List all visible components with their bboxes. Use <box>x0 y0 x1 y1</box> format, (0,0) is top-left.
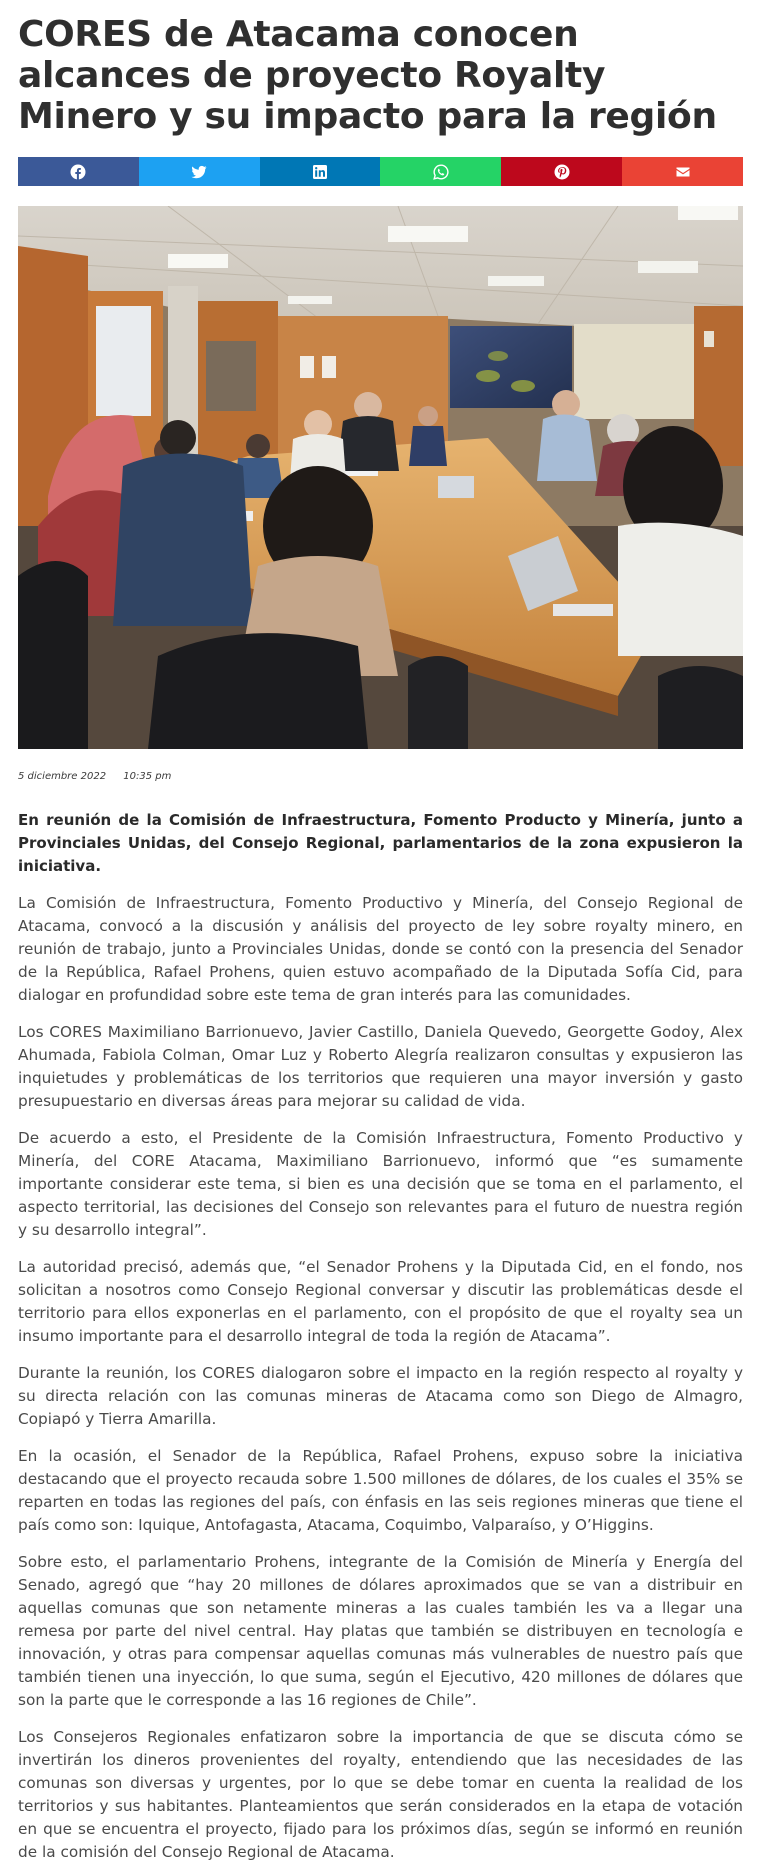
share-facebook-button[interactable] <box>18 157 139 186</box>
article-paragraph: De acuerdo a esto, el Presidente de la Comisión Infraestructura, Fomento Productivo y Minería, del CORE Atacama, Maximiliano Barrionuevo, informó que “es sumamente importante considerar este tema, si bien es una decisión que se toma en el parlamento, el aspecto territorial, las decisiones del Consejo son relevantes para el futuro de nuestra región y su desarrollo integral”. <box>18 1129 743 1239</box>
twitter-icon <box>191 164 207 180</box>
article-content <box>18 0 743 1864</box>
article-time: 10:35 pm <box>123 771 172 782</box>
article-date: 5 diciembre 2022 <box>18 771 107 782</box>
article-paragraph: La autoridad precisó, además que, “el Senador Prohens y la Diputada Cid, en el fondo, nos solicitan a nosotros como Consejo Regional conversar y discutir las problemáticas desde el territorio para ellos exponerlas en el parlamento, con el propósito de que el royalty sea un insumo importante para el desarrollo integral de toda la región de Atacama”. <box>18 1258 743 1345</box>
envelope-icon <box>675 164 691 180</box>
article-paragraph: En la ocasión, el Senador de la República, Rafael Prohens, expuso sobre la iniciativa destacando que el proyecto recauda sobre 1.500 millones de dólares, de los cuales el 35% se reparten en todas las regiones del país, con énfasis en las seis regiones mineras que tiene el país como son: Iquique, Antofagasta, Atacama, Coquimbo, Valparaíso, y O’Higgins. <box>18 1447 743 1534</box>
share-twitter-button[interactable] <box>139 157 260 186</box>
pinterest-icon <box>554 164 570 180</box>
share-whatsapp-button[interactable] <box>380 157 501 186</box>
article-meta <box>18 771 743 785</box>
article-title: CORES de Atacama conocen alcances de proyecto Royalty Minero y su impacto para la región <box>18 14 717 137</box>
article-lead: En reunión de la Comisión de Infraestructura, Fomento Producto y Minería, junto a Provinciales Unidas, del Consejo Regional, parlamentarios de la zona expusieron la iniciativa. <box>18 811 743 875</box>
share-linkedin-button[interactable] <box>260 157 381 186</box>
meeting-photo <box>18 206 743 749</box>
facebook-icon <box>70 164 86 180</box>
article-paragraph: La Comisión de Infraestructura, Fomento Productivo y Minería, del Consejo Regional de Atacama, convocó a la discusión y análisis del proyecto de ley sobre royalty minero, en reunión de trabajo, junto a Provinciales Unidas, donde se contó con la presencia del Senador de la República, Rafael Prohens, quien estuvo acompañado de la Diputada Sofía Cid, para dialogar en profundidad sobre este tema de gran interés para las comunidades. <box>18 894 743 1004</box>
whatsapp-icon <box>433 164 449 180</box>
share-bar <box>18 157 743 186</box>
share-pinterest-button[interactable] <box>501 157 622 186</box>
article-paragraph: Los CORES Maximiliano Barrionuevo, Javier Castillo, Daniela Quevedo, Georgette Godoy, Alex Ahumada, Fabiola Colman, Omar Luz y Roberto Alegría realizaron consultas y expusieron las inquietudes y problemáticas de los territorios que requieren una mayor inversión y gasto presupuestario en diversas áreas para mejorar su calidad de vida. <box>18 1023 743 1110</box>
linkedin-icon <box>312 164 328 180</box>
share-email-button[interactable] <box>622 157 743 186</box>
article-paragraph: Los Consejeros Regionales enfatizaron sobre la importancia de que se discuta cómo se invertirán los dineros provenientes del royalty, entendiendo que las necesidades de las comunas son diversas y urgentes, por lo que se debe tomar en cuenta la realidad de los territorios y sus habitantes. Planteamientos que serán considerados en la etapa de votación en que se encuentra el proyecto, fijado para los próximos días, según se informó en reunión de la comisión del Consejo Regional de Atacama. <box>18 1728 743 1861</box>
article-paragraph: Sobre esto, el parlamentario Prohens, integrante de la Comisión de Minería y Energía del Senado, agregó que “hay 20 millones de dólares aproximados que se van a distribuir en aquellas comunas que son netamente mineras a las cuales también les va a llegar una remesa por parte del nivel central. Hay platas que también se distribuyen en tecnología e innovación, y otras para compensar aquellas comunas más vulnerables de nuestro país que también tienen una inyección, lo que suma, según el Ejecutivo, 420 millones de dólares que son la parte que le corresponde a las 16 regiones de Chile”. <box>18 1553 743 1709</box>
article-body <box>18 892 743 1864</box>
article-paragraph: Durante la reunión, los CORES dialogaron sobre el impacto en la región respecto al royalty y su directa relación con las comunas mineras de Atacama como son Diego de Almagro, Copiapó y Tierra Amarilla. <box>18 1364 743 1428</box>
